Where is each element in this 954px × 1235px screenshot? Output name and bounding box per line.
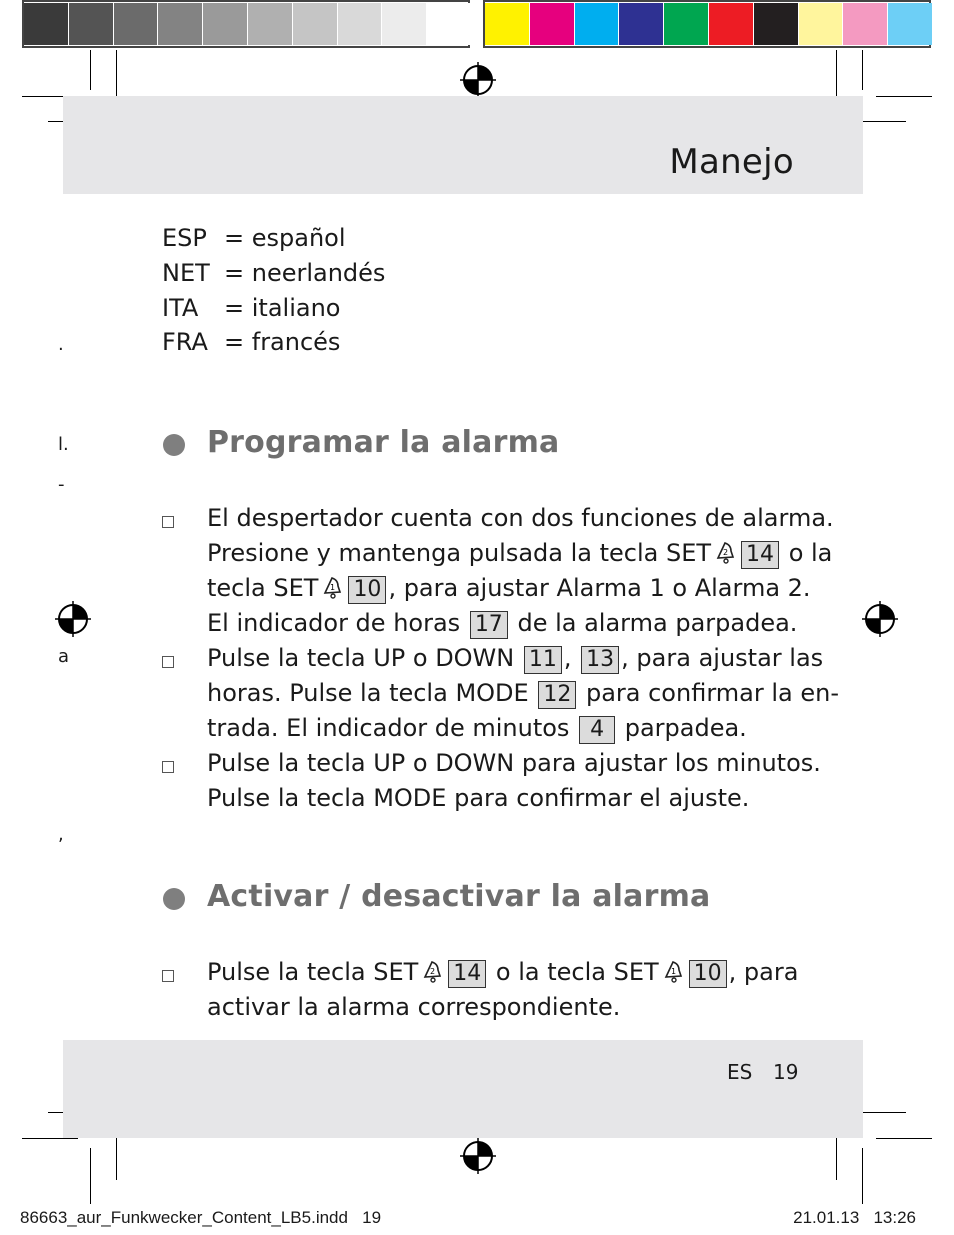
crop-mark: [876, 1138, 932, 1139]
language-name: = francés: [224, 328, 341, 356]
color-swatch: [293, 3, 337, 45]
slug-filename: 86663_aur_Funkwecker_Content_LB5.indd 19: [20, 1208, 382, 1227]
component-ref: 13: [581, 646, 619, 674]
list-square-bullet: [162, 970, 174, 982]
crop-mark: [856, 121, 906, 122]
crop-mark: [116, 1132, 117, 1180]
crop-mark: [90, 50, 91, 90]
edge-fragment: ,: [58, 824, 64, 845]
crop-mark: [862, 50, 863, 90]
color-swatch: [754, 3, 798, 45]
color-swatch: [203, 3, 247, 45]
language-row: [162, 325, 340, 359]
color-swatch: [338, 3, 382, 45]
list-square-bullet: [162, 761, 174, 773]
text-line: horas. Pulse la tecla MODE 12 para confirmar la en-: [207, 679, 839, 707]
color-swatch: [248, 3, 292, 45]
language-name: = neerlandés: [224, 259, 386, 287]
text-line: Pulse la tecla MODE para confirmar el ajuste.: [207, 784, 750, 812]
text-line: El indicador de horas 17 de la alarma parpadea.: [207, 609, 798, 637]
registration-mark-icon: [460, 62, 496, 98]
edge-fragment: l.: [58, 434, 69, 455]
color-swatch: [575, 3, 619, 45]
registration-mark-icon: [862, 601, 898, 637]
svg-text:2: 2: [723, 548, 729, 557]
component-ref: 10: [689, 960, 727, 988]
slug-datetime: 21.01.13 13:26: [793, 1208, 916, 1227]
svg-text:1: 1: [670, 967, 676, 976]
list-square-bullet: [162, 656, 174, 668]
edge-fragment: a: [58, 646, 70, 667]
color-swatch: [530, 3, 574, 45]
list-square-bullet: [162, 516, 174, 528]
text-line: Pulse la tecla UP o DOWN para ajustar los minutos.: [207, 749, 821, 777]
alarm-bell-2-icon: [421, 959, 443, 983]
language-name: = español: [224, 224, 346, 252]
text-line: tecla SET 1 10 , para ajustar Alarma 1 o Alarma 2.: [207, 574, 811, 602]
language-name: = italiano: [224, 294, 341, 322]
crop-mark: [836, 1132, 837, 1180]
text-line: Presione y mantenga pulsada la tecla SET 2 14 o la: [207, 539, 833, 567]
color-swatch: [664, 3, 708, 45]
crop-mark: [90, 1148, 91, 1204]
edge-fragment: -: [58, 474, 65, 495]
crop-mark: [116, 50, 117, 102]
component-ref: 11: [524, 646, 562, 674]
crop-mark: [22, 1138, 78, 1139]
language-row: [162, 221, 346, 255]
component-ref: 17: [470, 611, 508, 639]
color-swatch: [619, 3, 663, 45]
edge-fragment: .: [58, 334, 64, 355]
language-code: NET: [162, 259, 210, 287]
text-line: El despertador cuenta con dos funciones de alarma.: [207, 504, 834, 532]
page-title: Manejo: [669, 142, 794, 182]
section-heading-programar: Programar la alarma: [207, 425, 560, 460]
component-ref: 14: [741, 541, 779, 569]
page-number: 19: [773, 1060, 799, 1084]
text-line: trada. El indicador de minutos 4 parpadea.: [207, 714, 747, 742]
crop-mark: [856, 1112, 906, 1113]
registration-mark-icon: [460, 1138, 496, 1174]
section-bullet: [163, 888, 185, 910]
color-swatch: [485, 3, 529, 45]
text-line: Pulse la tecla SET 2 14 o la tecla SET 1 10 , para: [207, 958, 799, 986]
footer-band: [63, 1040, 863, 1138]
color-swatch: [799, 3, 843, 45]
registration-mark-icon: [55, 601, 91, 637]
language-row: [162, 291, 340, 325]
color-swatch: [24, 3, 68, 45]
alarm-bell-1-icon: [662, 959, 684, 983]
section-heading-activar: Activar / desactivar la alarma: [207, 879, 711, 914]
section-bullet: [163, 434, 185, 456]
language-code: FRA: [162, 328, 208, 356]
color-swatch: [843, 3, 887, 45]
color-swatch: [114, 3, 158, 45]
component-ref: 14: [448, 960, 486, 988]
footer-language: ES: [727, 1060, 753, 1084]
language-code: ESP: [162, 224, 207, 252]
component-ref: 12: [538, 681, 576, 709]
crop-mark: [876, 96, 932, 97]
alarm-bell-1-icon: [321, 575, 343, 599]
component-ref: 10: [348, 576, 386, 604]
svg-text:2: 2: [430, 967, 436, 976]
color-swatch: [709, 3, 753, 45]
color-swatch: [158, 3, 202, 45]
component-ref: 4: [579, 716, 615, 744]
color-swatch: [382, 3, 426, 45]
color-swatch: [69, 3, 113, 45]
color-swatch: [888, 3, 932, 45]
crop-mark: [862, 1148, 863, 1204]
text-line: Pulse la tecla UP o DOWN 11 , 13 , para ajustar las: [207, 644, 824, 672]
color-swatch: [427, 3, 471, 45]
crop-mark: [836, 50, 837, 102]
text-line: activar la alarma correspondiente.: [207, 993, 621, 1021]
language-row: [162, 256, 385, 290]
svg-text:1: 1: [330, 583, 336, 592]
language-code: ITA: [162, 294, 199, 322]
alarm-bell-2-icon: [714, 540, 736, 564]
